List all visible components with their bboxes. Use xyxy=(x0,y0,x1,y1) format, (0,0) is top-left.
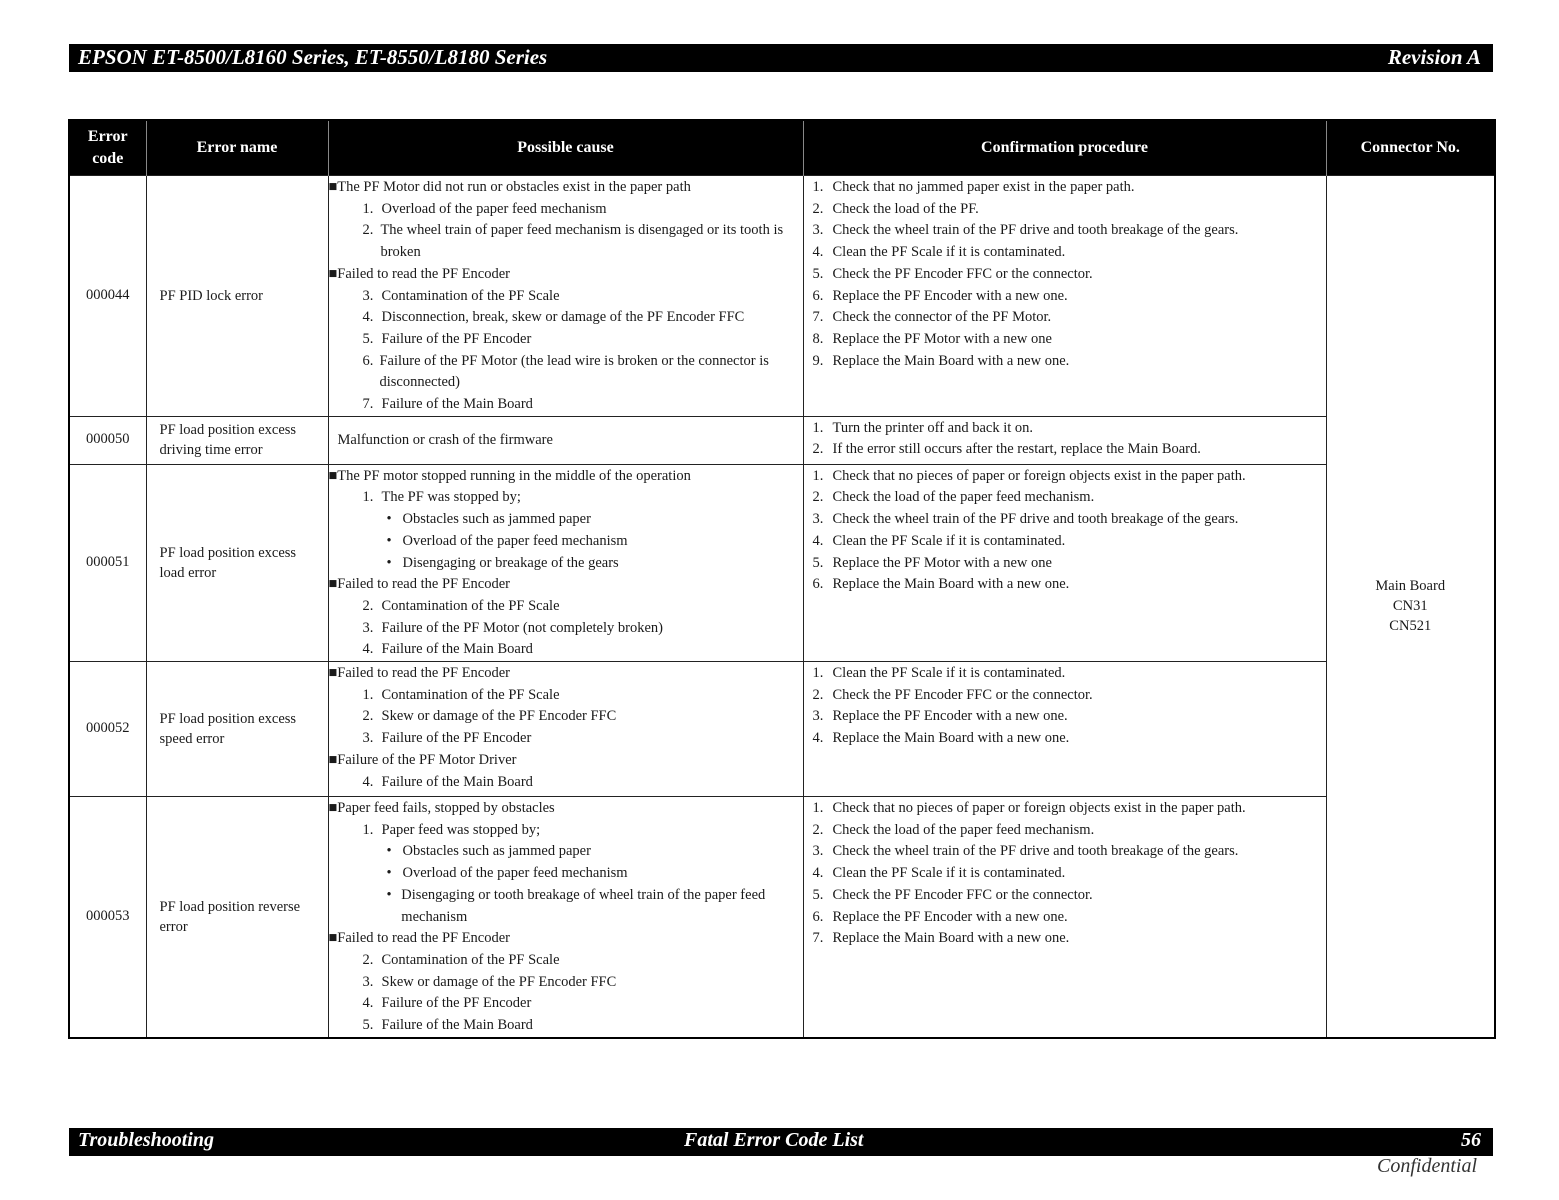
fatal-error-table xyxy=(68,119,1496,1039)
cause-text: Failure of the Main Board xyxy=(381,1017,533,1034)
error-code-cell: 000050 xyxy=(69,416,146,464)
list-number: 6. xyxy=(362,352,374,369)
cause-line xyxy=(329,264,803,286)
document-title: EPSON ET-8500/L8160 Series, ET-8550/L8180 Series xyxy=(78,45,548,69)
step-number: 2. xyxy=(812,200,824,217)
cause-line xyxy=(329,531,803,553)
procedure-step xyxy=(804,487,1326,509)
cause-line xyxy=(329,329,803,351)
cause-text: The PF was stopped by; xyxy=(381,489,521,506)
error-code-cell: 000044 xyxy=(69,176,146,417)
step-text: Clean the PF Scale if it is contaminated. xyxy=(832,532,1066,549)
cause-text: Paper feed fails, stopped by obstacles xyxy=(337,800,555,817)
dot-bullet-icon: • xyxy=(386,865,392,882)
connector-cell xyxy=(1326,176,1495,1038)
cause-text: Overload of the paper feed mechanism xyxy=(381,200,607,217)
cause-line xyxy=(329,430,803,452)
procedure-step xyxy=(804,264,1326,286)
procedure-step xyxy=(804,553,1326,575)
cause-line xyxy=(329,509,803,531)
step-text: Turn the printer off and back it on. xyxy=(832,419,1034,436)
step-text: Check the load of the PF. xyxy=(832,200,979,217)
possible-cause-cell xyxy=(328,662,803,797)
step-text: Replace the Main Board with a new one. xyxy=(832,930,1070,947)
step-number: 4. xyxy=(812,532,824,549)
procedure-step xyxy=(804,841,1326,863)
procedure-step xyxy=(804,706,1326,728)
cause-text: Failed to read the PF Encoder xyxy=(337,576,511,593)
procedure-step xyxy=(804,531,1326,553)
possible-cause-cell xyxy=(328,464,803,661)
procedure-step xyxy=(804,351,1326,373)
list-number: 1. xyxy=(362,686,374,703)
cause-line xyxy=(329,394,803,416)
step-text: Check the wheel train of the PF drive and tooth breakage of the gears. xyxy=(832,511,1239,528)
dot-bullet-icon: • xyxy=(386,843,392,860)
cause-text: Disengaging or breakage of the gears xyxy=(402,554,619,571)
cause-text: Contamination of the PF Scale xyxy=(381,597,560,614)
list-number: 7. xyxy=(362,396,374,413)
square-bullet-icon: ■ xyxy=(328,265,338,282)
possible-cause-cell xyxy=(328,416,803,464)
step-text: Replace the Main Board with a new one. xyxy=(832,352,1070,369)
cause-line xyxy=(329,798,803,820)
connector-label: CN521 xyxy=(1389,618,1432,635)
cause-text: Failure of the PF Encoder xyxy=(381,730,532,747)
procedure-step xyxy=(804,685,1326,707)
step-number: 4. xyxy=(812,865,824,882)
cause-line xyxy=(329,596,803,618)
list-number: 2. xyxy=(362,222,374,239)
table-row xyxy=(69,176,1495,417)
document-footer-bar xyxy=(69,1128,1493,1156)
step-number: 8. xyxy=(812,330,824,347)
procedure-step xyxy=(804,329,1326,351)
list-number: 1. xyxy=(362,821,374,838)
cause-text: The PF Motor did not run or obstacles exist in the paper path xyxy=(337,179,691,195)
step-text: Replace the PF Encoder with a new one. xyxy=(832,287,1068,304)
procedure-step xyxy=(804,286,1326,308)
cause-line xyxy=(329,351,803,394)
cause-line xyxy=(329,841,803,863)
step-text: Check that no pieces of paper or foreign objects exist in the paper path. xyxy=(832,800,1246,817)
step-number: 3. xyxy=(812,222,824,239)
error-code-cell: 000052 xyxy=(69,662,146,797)
cause-line xyxy=(329,706,803,728)
revision-label: Revision A xyxy=(1387,45,1481,69)
error-code-cell: 000051 xyxy=(69,464,146,661)
confirmation-procedure-cell xyxy=(803,176,1326,417)
list-number: 3. xyxy=(362,619,374,636)
step-text: Replace the PF Encoder with a new one. xyxy=(832,908,1068,925)
cause-line xyxy=(329,220,803,263)
cause-text: Failed to read the PF Encoder xyxy=(337,265,511,282)
procedure-step xyxy=(804,798,1326,820)
procedure-step xyxy=(804,820,1326,842)
procedure-step xyxy=(804,885,1326,907)
square-bullet-icon: ■ xyxy=(328,665,338,682)
dot-bullet-icon: • xyxy=(386,511,392,528)
error-code-cell: 000053 xyxy=(69,797,146,1038)
procedure-step xyxy=(804,242,1326,264)
dot-bullet-icon: • xyxy=(386,886,392,903)
cause-line xyxy=(329,639,803,661)
step-number: 6. xyxy=(812,287,824,304)
step-number: 2. xyxy=(812,821,824,838)
page-number: 56 xyxy=(1461,1129,1481,1151)
cause-line xyxy=(329,972,803,994)
cause-text: Skew or damage of the PF Encoder FFC xyxy=(381,973,617,990)
error-name-cell: PF PID lock error xyxy=(146,176,328,417)
table-header-row xyxy=(69,120,1495,176)
cause-text: Failure of the Main Board xyxy=(381,773,533,790)
cause-text: Disengaging or tooth breakage of wheel train of the paper feed mechanism xyxy=(401,886,766,925)
procedure-step xyxy=(804,220,1326,242)
cause-text: Malfunction or crash of the firmware xyxy=(337,431,553,448)
cause-line xyxy=(329,1015,803,1037)
cause-line xyxy=(329,618,803,640)
cause-line xyxy=(329,574,803,596)
cause-text: Paper feed was stopped by; xyxy=(381,821,541,838)
step-text: Clean the PF Scale if it is contaminated. xyxy=(832,244,1066,261)
cause-text: Failure of the PF Motor (not completely broken) xyxy=(381,619,663,636)
procedure-step xyxy=(804,307,1326,329)
step-text: Replace the Main Board with a new one. xyxy=(832,730,1070,747)
step-number: 1. xyxy=(812,179,824,195)
cause-text: The PF motor stopped running in the middle of the operation xyxy=(337,467,691,484)
column-header-confirmation-procedure: Confirmation procedure xyxy=(803,120,1326,176)
connector-label: Main Board xyxy=(1375,578,1446,595)
table-row xyxy=(69,416,1495,464)
cause-line xyxy=(329,950,803,972)
cause-line xyxy=(329,553,803,575)
procedure-step xyxy=(804,863,1326,885)
step-number: 6. xyxy=(812,908,824,925)
step-number: 1. xyxy=(812,665,824,682)
cause-line xyxy=(329,728,803,750)
step-number: 9. xyxy=(812,352,824,369)
cause-text: Failed to read the PF Encoder xyxy=(337,930,511,947)
cause-line xyxy=(329,685,803,707)
step-number: 4. xyxy=(812,730,824,747)
step-number: 3. xyxy=(812,843,824,860)
step-text: If the error still occurs after the restart, replace the Main Board. xyxy=(832,441,1201,458)
step-number: 2. xyxy=(812,489,824,506)
document-header-bar xyxy=(69,44,1493,72)
step-text: Replace the PF Encoder with a new one. xyxy=(832,708,1068,725)
list-number: 4. xyxy=(362,641,374,658)
step-text: Replace the Main Board with a new one. xyxy=(832,576,1070,593)
procedure-step xyxy=(804,728,1326,750)
cause-text: Failure of the PF Encoder xyxy=(381,995,532,1012)
list-number: 4. xyxy=(362,309,374,326)
cause-line xyxy=(329,750,803,772)
footer-chapter: Fatal Error Code List xyxy=(684,1129,864,1151)
step-text: Check the connector of the PF Motor. xyxy=(832,309,1052,326)
list-number: 5. xyxy=(362,1017,374,1034)
column-header-label: Error code xyxy=(87,128,128,167)
procedure-step xyxy=(804,418,1326,440)
list-number: 5. xyxy=(362,330,374,347)
step-number: 1. xyxy=(812,467,824,484)
procedure-step xyxy=(804,928,1326,950)
procedure-step xyxy=(804,177,1326,199)
cause-line xyxy=(329,993,803,1015)
step-text: Check that no pieces of paper or foreign objects exist in the paper path. xyxy=(832,467,1246,484)
square-bullet-icon: ■ xyxy=(328,751,338,768)
cause-text: Overload of the paper feed mechanism xyxy=(402,865,628,882)
step-number: 3. xyxy=(812,708,824,725)
cause-text: Contamination of the PF Scale xyxy=(381,686,560,703)
list-number: 2. xyxy=(362,597,374,614)
cause-line xyxy=(329,772,803,794)
procedure-step xyxy=(804,439,1326,461)
step-number: 2. xyxy=(812,686,824,703)
step-number: 7. xyxy=(812,309,824,326)
cause-line xyxy=(329,928,803,950)
error-name-cell: PF load position excess driving time error xyxy=(146,416,328,464)
list-number: 1. xyxy=(362,200,374,217)
confirmation-procedure-cell xyxy=(803,797,1326,1038)
list-number: 3. xyxy=(362,730,374,747)
list-number: 3. xyxy=(362,973,374,990)
list-number: 3. xyxy=(362,287,374,304)
cause-text: Failure of the PF Motor (the lead wire is broken or the connector is disconnected) xyxy=(379,352,769,391)
list-number: 4. xyxy=(362,773,374,790)
cause-text: Contamination of the PF Scale xyxy=(381,287,560,304)
step-number: 7. xyxy=(812,930,824,947)
cause-text: Failure of the Main Board xyxy=(381,396,533,413)
cause-line xyxy=(329,466,803,488)
cause-line xyxy=(329,820,803,842)
table-row xyxy=(69,464,1495,661)
cause-text: Obstacles such as jammed paper xyxy=(402,843,591,860)
cause-text: Failed to read the PF Encoder xyxy=(337,665,511,682)
cause-text: Disconnection, break, skew or damage of the PF Encoder FFC xyxy=(381,309,745,326)
column-header-error-name: Error name xyxy=(146,120,328,176)
procedure-step xyxy=(804,199,1326,221)
step-number: 3. xyxy=(812,511,824,528)
cause-text: Obstacles such as jammed paper xyxy=(402,511,591,528)
cause-line xyxy=(329,286,803,308)
procedure-step xyxy=(804,663,1326,685)
step-text: Replace the PF Motor with a new one xyxy=(832,330,1052,347)
column-header-connector-no: Connector No. xyxy=(1326,120,1495,176)
square-bullet-icon: ■ xyxy=(328,930,338,947)
cause-line xyxy=(329,199,803,221)
cause-text: Contamination of the PF Scale xyxy=(381,951,560,968)
table-row xyxy=(69,797,1495,1038)
step-text: Check the PF Encoder FFC or the connector. xyxy=(832,686,1093,703)
confidential-label: Confidential xyxy=(1377,1155,1477,1177)
procedure-step xyxy=(804,574,1326,596)
cause-text: Failure of the Main Board xyxy=(381,641,533,658)
step-text: Check the load of the paper feed mechanism. xyxy=(832,489,1095,506)
column-header-possible-cause: Possible cause xyxy=(328,120,803,176)
cause-text: Overload of the paper feed mechanism xyxy=(402,532,628,549)
procedure-step xyxy=(804,509,1326,531)
procedure-step xyxy=(804,907,1326,929)
possible-cause-cell xyxy=(328,797,803,1038)
step-text: Check the load of the paper feed mechanism. xyxy=(832,821,1095,838)
step-text: Check the PF Encoder FFC or the connector. xyxy=(832,886,1093,903)
cause-line xyxy=(329,863,803,885)
cause-text: Failure of the PF Motor Driver xyxy=(337,751,517,768)
square-bullet-icon: ■ xyxy=(328,800,338,817)
step-text: Check the wheel train of the PF drive and tooth breakage of the gears. xyxy=(832,843,1239,860)
step-text: Check that no jammed paper exist in the paper path. xyxy=(832,179,1135,195)
dot-bullet-icon: • xyxy=(386,554,392,571)
confirmation-procedure-cell xyxy=(803,662,1326,797)
list-number: 2. xyxy=(362,951,374,968)
error-name-cell: PF load position excess load error xyxy=(146,464,328,661)
connector-label: CN31 xyxy=(1392,598,1428,615)
dot-bullet-icon: • xyxy=(386,532,392,549)
step-text: Check the PF Encoder FFC or the connector. xyxy=(832,265,1093,282)
list-number: 4. xyxy=(362,995,374,1012)
step-number: 2. xyxy=(812,441,824,458)
column-header-error-code xyxy=(69,120,146,176)
step-number: 5. xyxy=(812,886,824,903)
procedure-step xyxy=(804,466,1326,488)
cause-line xyxy=(329,885,803,928)
cause-text: Failure of the PF Encoder xyxy=(381,330,532,347)
possible-cause-cell xyxy=(328,176,803,417)
cause-line xyxy=(329,177,803,199)
cause-line xyxy=(329,307,803,329)
cause-line xyxy=(329,663,803,685)
step-text: Clean the PF Scale if it is contaminated. xyxy=(832,865,1066,882)
square-bullet-icon: ■ xyxy=(328,467,338,484)
step-number: 4. xyxy=(812,244,824,261)
cause-text: The wheel train of paper feed mechanism is disengaged or its tooth is broken xyxy=(380,222,784,261)
square-bullet-icon: ■ xyxy=(328,576,338,593)
step-number: 1. xyxy=(812,419,824,436)
cause-line xyxy=(329,487,803,509)
confirmation-procedure-cell xyxy=(803,464,1326,661)
step-text: Replace the PF Motor with a new one xyxy=(832,554,1052,571)
list-number: 2. xyxy=(362,708,374,725)
cause-text: Skew or damage of the PF Encoder FFC xyxy=(381,708,617,725)
step-number: 5. xyxy=(812,265,824,282)
step-text: Clean the PF Scale if it is contaminated. xyxy=(832,665,1066,682)
list-number: 1. xyxy=(362,489,374,506)
step-number: 1. xyxy=(812,800,824,817)
confirmation-procedure-cell xyxy=(803,416,1326,464)
step-text: Check the wheel train of the PF drive and tooth breakage of the gears. xyxy=(832,222,1239,239)
error-name-cell: PF load position reverse error xyxy=(146,797,328,1038)
table-row xyxy=(69,662,1495,797)
step-number: 6. xyxy=(812,576,824,593)
step-number: 5. xyxy=(812,554,824,571)
error-name-cell: PF load position excess speed error xyxy=(146,662,328,797)
square-bullet-icon: ■ xyxy=(328,179,338,195)
footer-section: Troubleshooting xyxy=(78,1129,214,1151)
